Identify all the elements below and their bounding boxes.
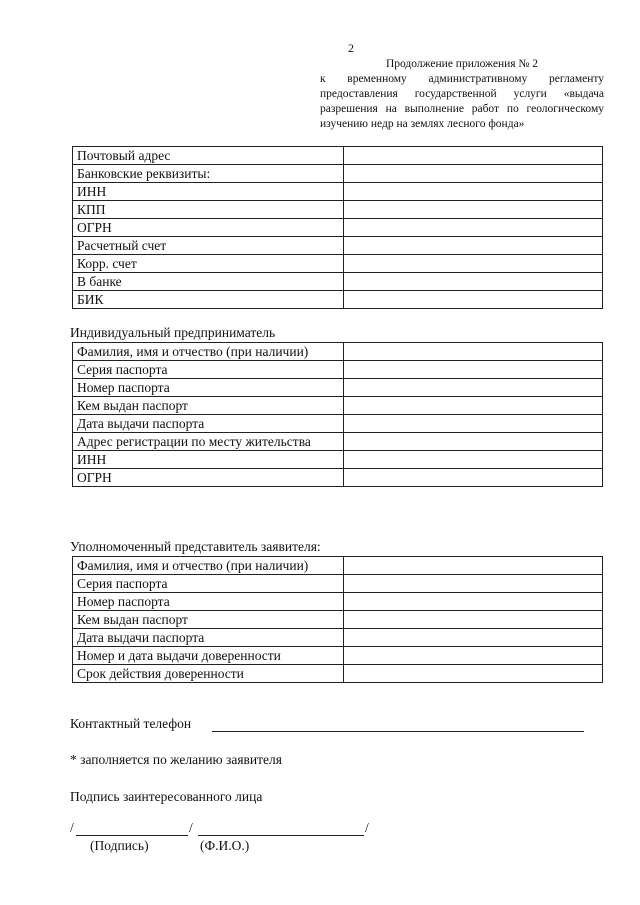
signature-slash-right: / xyxy=(365,820,369,835)
row-label: Срок действия доверенности xyxy=(73,665,344,683)
section-title-entrepreneur: Индивидуальный предприниматель xyxy=(70,325,276,340)
row-label: Номер и дата выдачи доверенности xyxy=(73,647,344,665)
row-label: Кем выдан паспорт xyxy=(73,611,344,629)
value-field[interactable] xyxy=(344,451,603,469)
table-row xyxy=(73,575,603,593)
value-field[interactable] xyxy=(344,415,603,433)
table-row xyxy=(73,665,603,683)
full-name-field[interactable] xyxy=(198,835,364,836)
table-row xyxy=(73,273,603,291)
value-field[interactable] xyxy=(344,575,603,593)
value-field[interactable] xyxy=(344,647,603,665)
row-label: КПП xyxy=(73,201,344,219)
table-row xyxy=(73,647,603,665)
table-row xyxy=(73,611,603,629)
row-label: ИНН xyxy=(73,451,344,469)
table-row xyxy=(73,397,603,415)
value-field[interactable] xyxy=(344,237,603,255)
value-field[interactable] xyxy=(344,361,603,379)
table-row xyxy=(73,219,603,237)
table-row xyxy=(73,451,603,469)
value-field[interactable] xyxy=(344,469,603,487)
value-field[interactable] xyxy=(344,165,603,183)
row-label: Серия паспорта xyxy=(73,575,344,593)
table-row xyxy=(73,469,603,487)
value-field[interactable] xyxy=(344,291,603,309)
signature-title: Подпись заинтересованного лица xyxy=(70,789,263,804)
row-label: Дата выдачи паспорта xyxy=(73,415,344,433)
row-label: Банковские реквизиты: xyxy=(73,165,344,183)
value-field[interactable] xyxy=(344,273,603,291)
section-title-representative: Уполномоченный представитель заявителя: xyxy=(70,539,321,554)
row-label: Расчетный счет xyxy=(73,237,344,255)
appendix-header-title: Продолжение приложения № 2 xyxy=(385,58,539,70)
value-field[interactable] xyxy=(344,255,603,273)
value-field[interactable] xyxy=(344,201,603,219)
value-field[interactable] xyxy=(344,183,603,201)
table-row xyxy=(73,183,603,201)
organization-details-table xyxy=(72,146,603,309)
table-row xyxy=(73,379,603,397)
row-label: Номер паспорта xyxy=(73,593,344,611)
value-field[interactable] xyxy=(344,379,603,397)
value-field[interactable] xyxy=(344,147,603,165)
representative-table xyxy=(72,556,603,683)
table-row xyxy=(73,237,603,255)
table-row xyxy=(73,147,603,165)
row-label: Фамилия, имя и отчество (при наличии) xyxy=(73,557,344,575)
contact-phone-label: Контактный телефон xyxy=(70,716,192,731)
table-row xyxy=(73,361,603,379)
table-row xyxy=(73,415,603,433)
appendix-header-body: к временному административному регламенту предоставления государственной услуги «выдача разрешения на выполнение работ по геологическому изучению недр на землях лесного фонда» xyxy=(320,73,604,130)
value-field[interactable] xyxy=(344,557,603,575)
value-field[interactable] xyxy=(344,665,603,683)
table-row xyxy=(73,343,603,361)
page-number: 2 xyxy=(348,41,354,55)
value-field[interactable] xyxy=(344,397,603,415)
contact-phone-field[interactable] xyxy=(212,731,584,732)
row-label: Серия паспорта xyxy=(73,361,344,379)
value-field[interactable] xyxy=(344,629,603,647)
value-field[interactable] xyxy=(344,219,603,237)
value-field[interactable] xyxy=(344,343,603,361)
row-label: Фамилия, имя и отчество (при наличии) xyxy=(73,343,344,361)
table-row xyxy=(73,629,603,647)
table-row xyxy=(73,291,603,309)
row-label: БИК xyxy=(73,291,344,309)
row-label: ОГРН xyxy=(73,469,344,487)
table-row xyxy=(73,201,603,219)
row-label: Дата выдачи паспорта xyxy=(73,629,344,647)
row-label: Кем выдан паспорт xyxy=(73,397,344,415)
row-label: ОГРН xyxy=(73,219,344,237)
value-field[interactable] xyxy=(344,611,603,629)
signature-field[interactable] xyxy=(76,835,188,836)
entrepreneur-table xyxy=(72,342,603,487)
full-name-caption: (Ф.И.О.) xyxy=(200,838,250,853)
table-row xyxy=(73,593,603,611)
table-row xyxy=(73,165,603,183)
table-row xyxy=(73,433,603,451)
value-field[interactable] xyxy=(344,433,603,451)
appendix-header xyxy=(320,57,604,132)
row-label: В банке xyxy=(73,273,344,291)
signature-slash-middle: / xyxy=(189,820,193,835)
row-label: Номер паспорта xyxy=(73,379,344,397)
row-label: Адрес регистрации по месту жительства xyxy=(73,433,344,451)
table-row xyxy=(73,255,603,273)
row-label: Корр. счет xyxy=(73,255,344,273)
value-field[interactable] xyxy=(344,593,603,611)
signature-caption: (Подпись) xyxy=(90,838,149,853)
row-label: Почтовый адрес xyxy=(73,147,344,165)
signature-slash-left: / xyxy=(70,820,74,835)
row-label: ИНН xyxy=(73,183,344,201)
table-row xyxy=(73,557,603,575)
footnote: * заполняется по желанию заявителя xyxy=(70,752,282,767)
